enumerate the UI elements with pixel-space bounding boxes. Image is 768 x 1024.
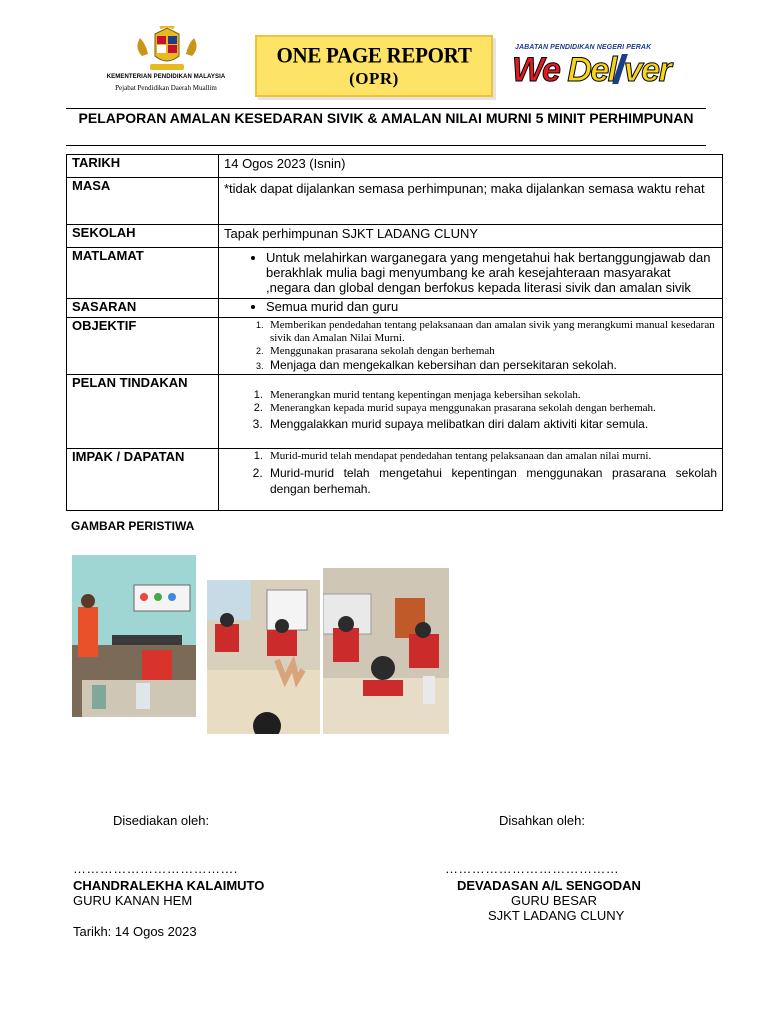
row-matlamat [67,248,723,299]
pelan-label: PELAN TINDAKAN [67,375,219,449]
matlamat-list [224,250,717,295]
report-date: Tarikh: 14 Ogos 2023 [73,924,197,939]
row-pelan-tindakan [67,375,723,449]
list-item: • Semua murid dan guru [266,299,717,315]
heading-bottom-rule [66,145,706,146]
masa-value: *tidak dapat dijalankan semasa perhimpunan; maka dijalankan semasa waktu rehat [219,178,723,225]
sekolah-value: Tapak perhimpunan SJKT LADANG CLUNY [219,225,723,248]
signature-line-left: ………………………………. [73,861,238,876]
prepared-by-label: Disediakan oleh: [113,813,210,828]
matlamat-label: MATLAMAT [67,248,219,299]
event-photo-3 [323,568,449,734]
list-item: 2. Menerangkan kepada murid supaya menggunakan prasarana sekolah dengan berhemah. [266,402,717,415]
pelan-list [224,389,717,432]
district-office: Pejabat Pendidikan Daerah Muallim [115,84,217,92]
sasaran-list [224,299,717,315]
impak-list [224,450,717,497]
list-item: 2. Menggunakan prasarana sekolah dengan berhemah [266,345,717,358]
event-photo-1 [72,555,196,717]
impak-label: IMPAK / DAPATAN [67,449,219,511]
list-item: 2. Murid-murid telah mengetahui kepentingan menggunakan prasarana sekolah dengan berhemah. [266,465,717,497]
approver-name: DEVADASAN A/L SENGODAN [457,878,641,893]
report-heading: PELAPORAN AMALAN KESEDARAN SIVIK & AMALAN NILAI MURNI 5 MINIT PERHIMPUNAN [78,110,694,126]
row-sasaran [67,299,723,318]
list-item: 1. Menerangkan murid tentang kepentingan menjaga kebersihan sekolah. [266,389,717,402]
tarikh-label: TARIKH [67,155,219,178]
list-item: 1. Murid-murid telah mendapat pendedahan tentang pelaksanaan dan amalan nilai murni. [266,450,717,463]
photo-section-title: GAMBAR PERISTIWA [71,519,195,533]
row-sekolah [67,225,723,248]
sekolah-label: SEKOLAH [67,225,219,248]
kpm-crest-logo [130,26,204,74]
row-objektif [67,318,723,375]
list-item: • Untuk melahirkan warganegara yang mengetahui hak bertanggungjawab dan berakhlak mulia bagi menyumbang ke arah kesejahteraan masyarakat ,negara dan global dengan berfokus kepada literasi sivik dan amalan sivik [266,250,717,295]
approver-school: SJKT LADANG CLUNY [488,908,625,923]
approved-by-label: Disahkan oleh: [499,813,585,828]
masa-label: MASA [67,178,219,225]
row-masa [67,178,723,225]
tarikh-value: 14 Ogos 2023 (Isnin) [219,155,723,178]
opr-title-box [255,35,493,97]
sasaran-label: SASARAN [67,299,219,318]
ministry-name: KEMENTERIAN PENDIDIKAN MALAYSIA [106,74,226,80]
objektif-label: OBJEKTIF [67,318,219,375]
list-item: 3. Menggalakkan murid supaya melibatkan diri dalam aktiviti kitar semula. [266,417,717,432]
preparer-title: GURU KANAN HEM [73,893,193,908]
opr-title: ONE PAGE REPORT [276,42,472,68]
preparer-name: CHANDRALEKHA KALAIMUTO [73,878,265,893]
objektif-list [224,319,717,373]
event-photo-2 [207,580,320,734]
row-tarikh [67,155,723,178]
report-table [66,154,723,511]
list-item: 1. Memberikan pendedahan tentang pelaksanaan dan amalan sivik yang merangkumi manual kesedaran sivik dan Amalan Nilai Murni. [266,319,717,345]
heading-top-rule [66,108,706,109]
signature-line-right: ………………………………… [445,861,620,876]
approver-title: GURU BESAR [511,893,597,908]
we-deliver-logo: We Del ver [512,51,671,89]
jpn-perak-label: JABATAN PENDIDIKAN NEGERI PERAK [515,44,652,51]
opr-subtitle: (OPR) [349,69,399,88]
row-impak [67,449,723,511]
list-item: 3. Menjaga dan mengekalkan kebersihan dan persekitaran sekolah. [266,358,717,373]
